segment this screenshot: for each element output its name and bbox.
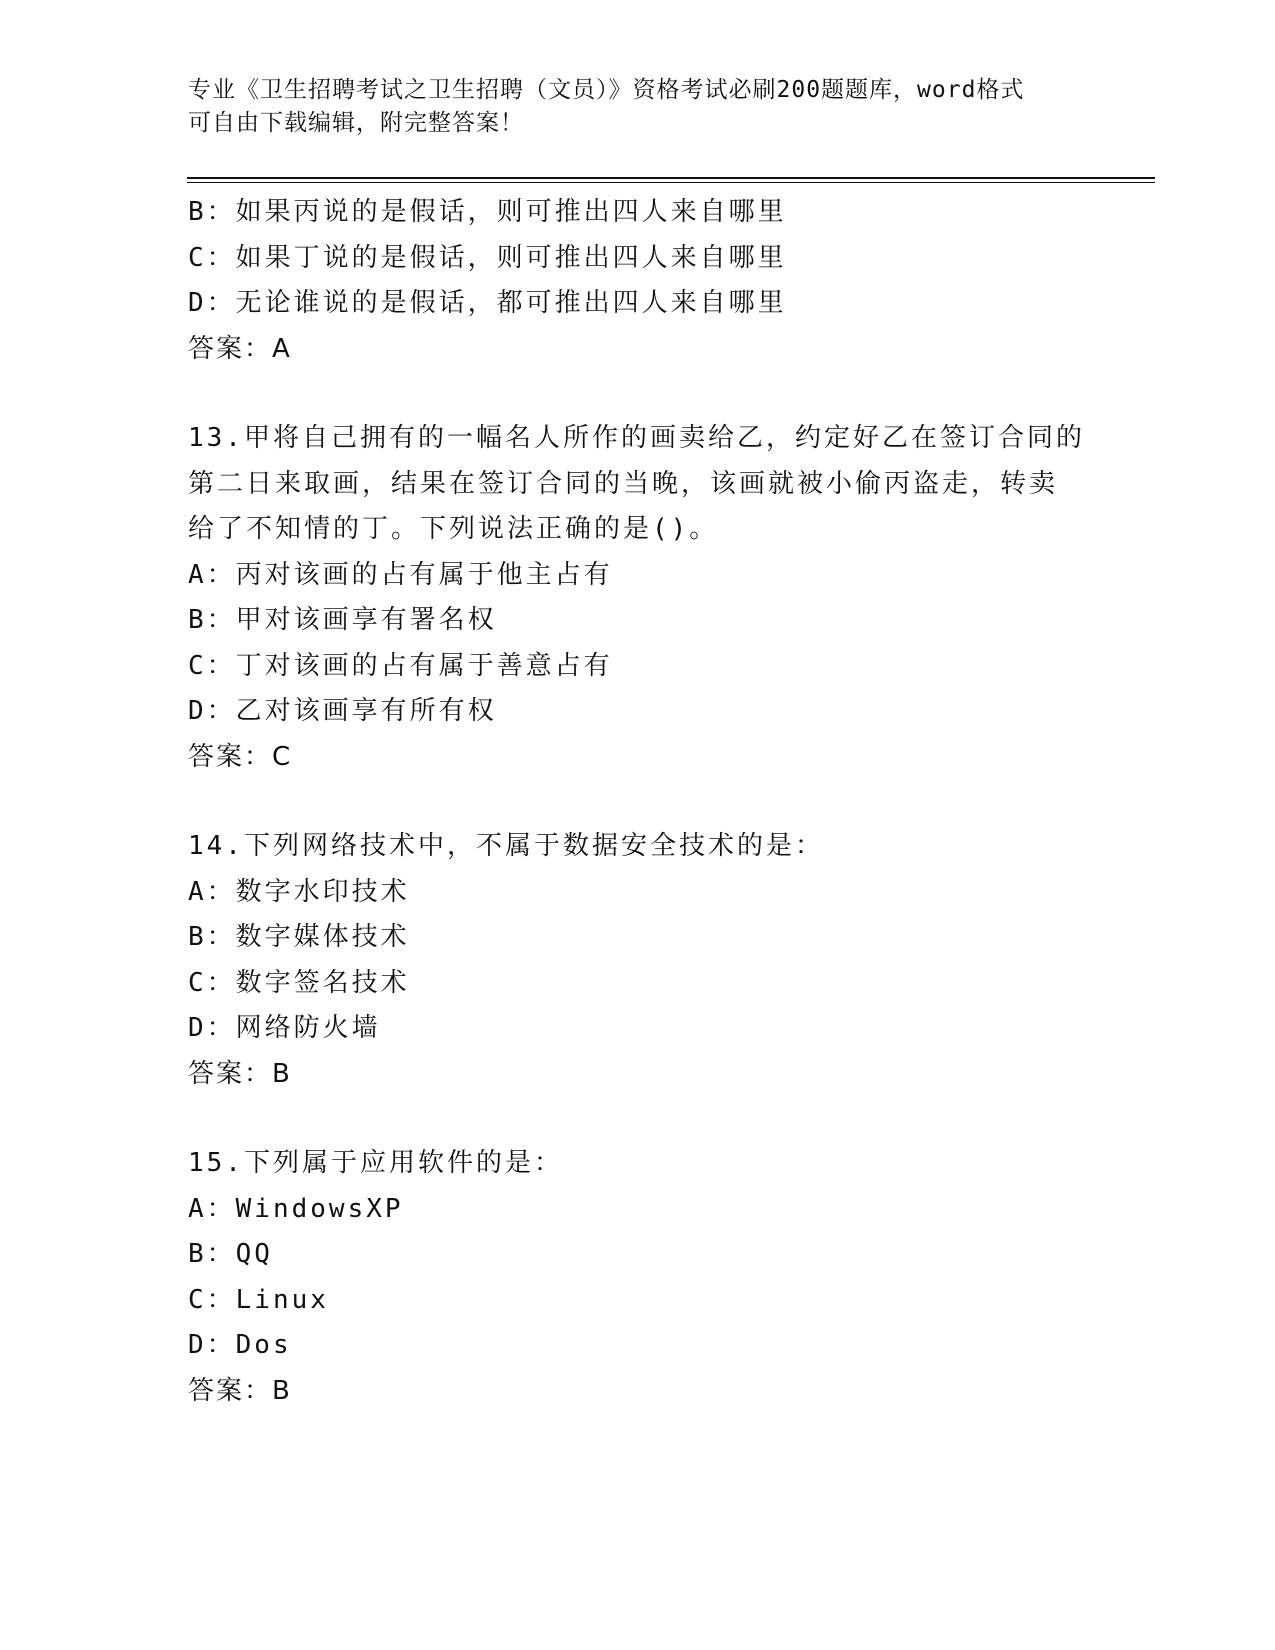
answer: 答案：B [188,1375,292,1406]
answer: 答案：C [188,741,293,772]
option-d: D：无论谁说的是假话，都可推出四人来自哪里 [188,288,787,318]
option-d: D：乙对该画享有所有权 [188,696,497,726]
option-a: A：丙对该画的占有属于他主占有 [188,559,613,590]
option-c: C：丁对该画的占有属于善意占有 [188,650,613,681]
option-c: C：数字签名技术 [188,967,410,998]
question-stem-line: 给了不知情的丁。下列说法正确的是()。 [188,514,719,544]
option-a: A：WindowsXP [188,1193,404,1224]
answer: 答案：A [188,333,292,364]
question-content [188,190,1088,1414]
header-divider-thin [187,182,1155,183]
option-b: B：数字媒体技术 [188,922,410,952]
answer: 答案：B [188,1058,292,1089]
question-stem-line: 第二日来取画，结果在签订合同的当晚，该画就被小偷丙盗走，转卖 [188,468,1059,499]
option-d: D：Dos [188,1330,292,1360]
option-c: C：如果丁说的是假话，则可推出四人来自哪里 [188,242,787,273]
question-15 [188,1141,1088,1414]
option-a: A：数字水印技术 [188,876,410,907]
question-stem-line: 14.下列网络技术中，不属于数据安全技术的是： [188,831,824,861]
question-12-continued [188,190,1088,372]
document-header [188,74,1088,140]
option-b: B：如果丙说的是假话，则可推出四人来自哪里 [188,197,787,227]
header-line-2: 可自由下载编辑，附完整答案！ [188,110,524,136]
option-c: C：Linux [188,1284,329,1315]
header-divider-thick [187,177,1155,179]
option-b: B：甲对该画享有署名权 [188,605,497,635]
question-14 [188,824,1088,1097]
question-13 [188,416,1088,780]
question-stem-line: 13.甲将自己拥有的一幅名人所作的画卖给乙，约定好乙在签订合同的 [188,423,1085,453]
question-stem-line: 15.下列属于应用软件的是： [188,1148,563,1178]
option-b: B：QQ [188,1239,273,1269]
option-d: D：网络防火墙 [188,1013,381,1043]
header-line-1: 专业《卫生招聘考试之卫生招聘（文员）》资格考试必刷200题题库，word格式 [188,77,1025,103]
